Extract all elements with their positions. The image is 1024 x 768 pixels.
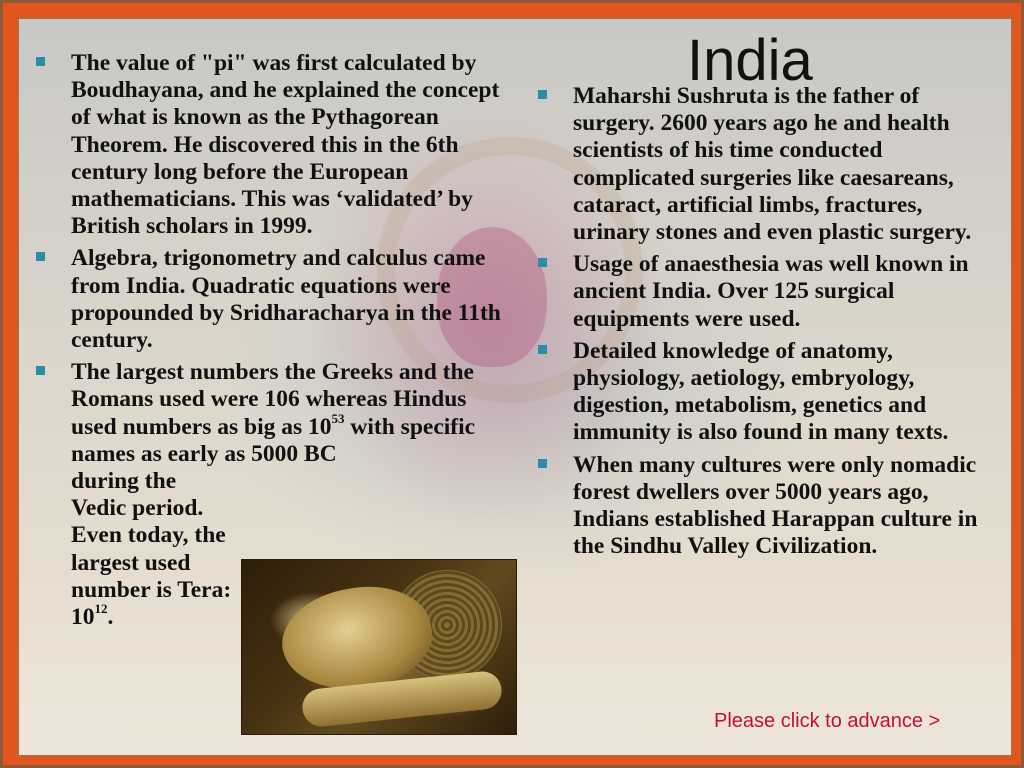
bullet-item-harappan <box>573 452 998 561</box>
bullet-text: The value of "pi" was first calculated by Boudhayana, and he explained the concept of what is known as the Pythagorean Theorem. He discovered this in the 6th century long before the European mathematicians. This was ‘validated’ by British scholars in 1999. <box>71 50 500 240</box>
square-bullet-icon <box>538 345 547 354</box>
superscript-exponent: 12 <box>94 601 108 617</box>
square-bullet-icon <box>538 459 547 468</box>
slide-title: India <box>687 28 813 93</box>
advance-link[interactable]: Please click to advance > <box>714 710 941 732</box>
square-bullet-icon <box>36 57 45 66</box>
square-bullet-icon <box>36 252 45 261</box>
square-bullet-icon <box>538 258 547 267</box>
right-bullet-list <box>573 83 998 565</box>
bullet-text-end: . <box>107 604 114 631</box>
bullet-text-narrow <box>71 468 236 631</box>
bullet-text: Detailed knowledge of anatomy, physiology, aetiology, embryology, digestion, metabolism, genetics and immunity is also found in many texts. <box>573 337 949 446</box>
square-bullet-icon <box>36 366 45 375</box>
bullet-text-part1: The largest numbers the Greeks and the Romans used were 106 whereas Hindus used numbers as big as 10 <box>71 359 474 440</box>
left-bullet-list <box>71 50 511 636</box>
bullet-item-anaesthesia <box>573 251 998 333</box>
bullet-item-anatomy <box>573 338 998 447</box>
bullet-item-algebra <box>71 245 511 354</box>
slide[interactable] <box>17 17 1013 757</box>
square-bullet-icon <box>538 90 547 99</box>
bullet-item-pi <box>71 50 511 240</box>
bullet-text-part2: with specific names as early as 5000 BC <box>71 413 476 467</box>
superscript-exponent: 53 <box>331 410 345 426</box>
bullet-text-narrow-body: during the Vedic period. Even today, the largest used number is Tera: 10 <box>71 468 232 631</box>
bullet-text: Maharshi Sushruta is the father of surgery. 2600 years ago he and health scientists of his time conducted complicated surgeries like caesareans, cataract, artificial limbs, fractures, urinary stones and even plastic surgery. <box>573 83 972 246</box>
reclining-buddha-photo <box>241 559 517 735</box>
bullet-item-sushruta <box>573 83 998 246</box>
bullet-text: Algebra, trigonometry and calculus came from India. Quadratic equations were propounded by Sridharacharya in the 11th century. <box>71 245 501 354</box>
bullet-text: When many cultures were only nomadic forest dwellers over 5000 years ago, Indians established Harappan culture in the Sindhu Valley Civilization. <box>573 451 978 560</box>
bullet-text: Usage of anaesthesia was well known in ancient India. Over 125 surgical equipments were used. <box>573 251 969 332</box>
